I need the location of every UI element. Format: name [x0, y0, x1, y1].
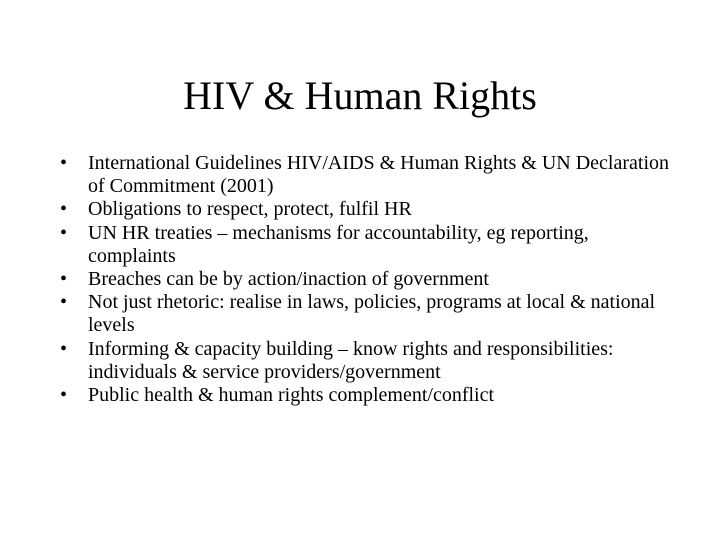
bullet-text: Obligations to respect, protect, fulfil HR	[88, 198, 412, 221]
bullet-item	[60, 268, 670, 291]
slide-title: HIV & Human Rights	[183, 73, 537, 118]
bullet-text: Breaches can be by action/inaction of government	[88, 268, 489, 291]
bullet-text: Public health & human rights complement/conflict	[88, 384, 495, 407]
bullet-text: UN HR treaties – mechanisms for accountability, eg reporting, complaints	[88, 221, 589, 267]
bullet-item	[60, 198, 670, 221]
bullet-text: Not just rhetoric: realise in laws, policies, programs at local & national levels	[88, 291, 656, 337]
bullet-text: Informing & capacity building – know rights and responsibilities: individuals & service providers/government	[88, 337, 614, 383]
bullet-dot-icon: •	[60, 221, 68, 244]
bullet-list	[60, 152, 670, 407]
bullet-dot-icon: •	[60, 291, 68, 314]
bullet-dot-icon: •	[60, 152, 68, 174]
bullet-dot-icon: •	[60, 198, 68, 221]
bullet-text: International Guidelines HIV/AIDS & Human Rights & UN Declaration of Commitment (2001)	[88, 152, 669, 198]
bullet-item	[60, 338, 670, 384]
bullet-dot-icon: •	[60, 268, 68, 291]
bullet-item	[60, 291, 670, 337]
bullet-item	[60, 384, 670, 407]
bullet-item	[60, 152, 670, 198]
bullet-item	[60, 222, 670, 268]
bullet-dot-icon: •	[60, 337, 68, 360]
bullet-dot-icon: •	[60, 384, 68, 407]
